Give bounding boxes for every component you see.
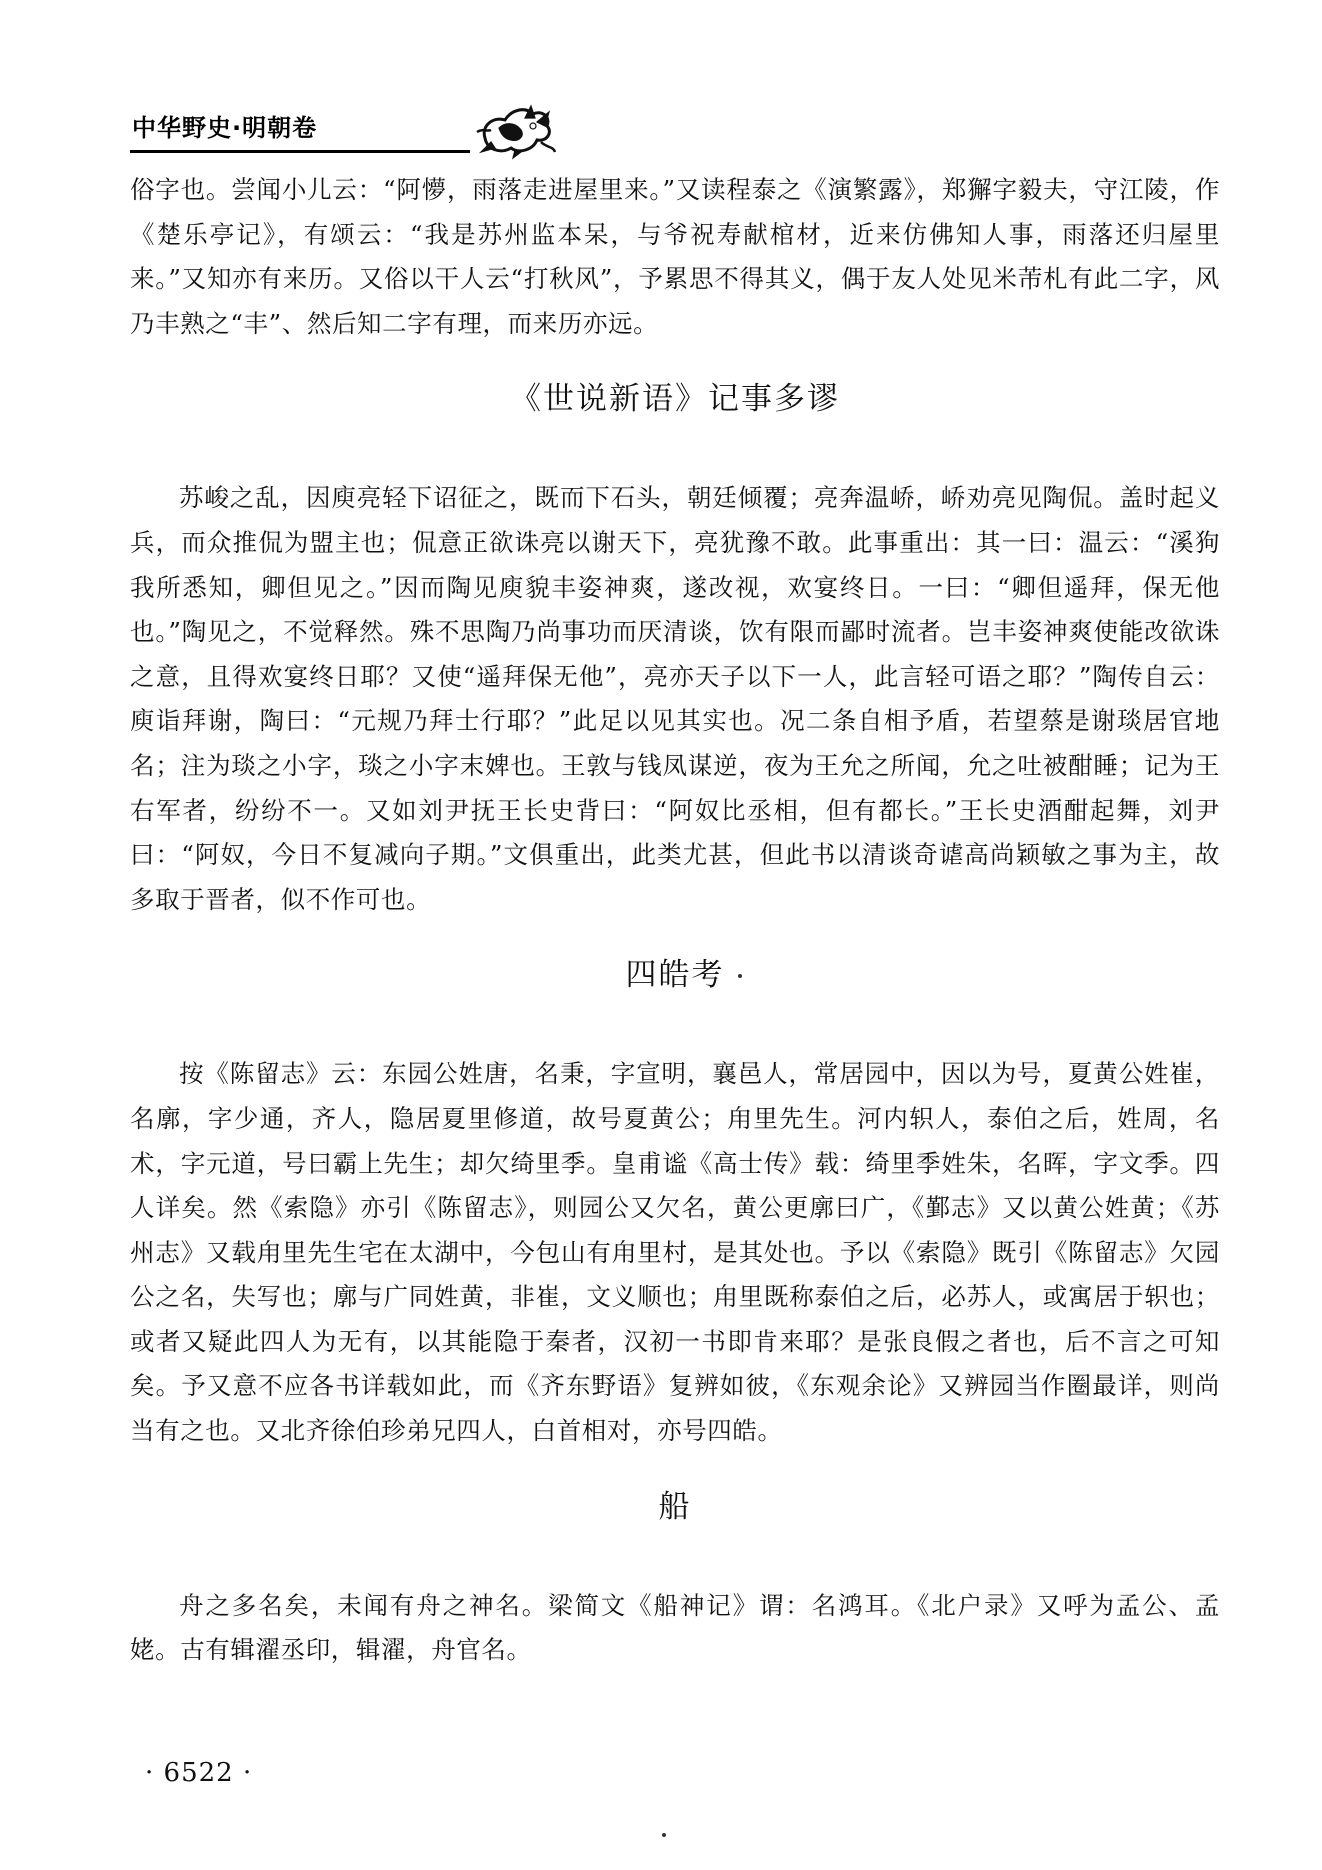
section-paragraph-chuan: 舟之多名矣，未闻有舟之神名。梁简文《船神记》谓：名鸿耳。《北户录》又呼为孟公、孟姥。古有辑濯丞印，辑濯，舟官名。 <box>130 1590 1220 1665</box>
scan-speck <box>662 1833 666 1837</box>
dragon-logo-icon <box>475 92 557 160</box>
section-title-shishuo: 《世说新语》记事多谬 <box>510 381 840 418</box>
section-paragraph-sihao: 按《陈留志》云：东园公姓唐，名秉，字宣明，襄邑人，常居园中，因以为号，夏黄公姓崔，名廓，字少通，齐人，隐居夏里修道，故号夏黄公；甪里先生。河内轵人，泰伯之后，姓周，名术，字元道，号曰霸上先生；却欠绮里季。皇甫谧《高士传》载：绮里季姓朱，名晖，字文季。四人详矣。然《索隐》亦引《陈留志》，则园公又欠名，黄公更廓曰广，《鄞志》又以黄公姓黄；《苏州志》又载甪里先生宅在太湖中，今包山有甪里村，是其处也。予以《索隐》既引《陈留志》欠园公之名，失写也；廓与广同姓黄，非崔，文义顺也；甪里既称泰伯之后，必苏人，或寓居于轵也；或者又疑此四人为无有，以其能隐于秦者，汉初一书即肯来耶？是张良假之者也，后不言之可知矣。予又意不应各书详载如此，而《齐东野语》复辨如彼，《东观余论》又辨园当作圈最详，则尚当有之也。又北齐徐伯珍弟兄四人，白首相对，亦号四皓。 <box>130 1059 1220 1446</box>
header-rule <box>130 150 470 153</box>
page-header <box>130 92 560 162</box>
book-title: 中华野史·明朝卷 <box>132 114 318 142</box>
page-number: · 6522 · <box>145 1758 253 1788</box>
intro-paragraph: 俗字也。尝闻小儿云：“阿懜，雨落走进屋里来。”又读程泰之《演繁露》，郑獬字毅夫，守江陵，作《楚乐亭记》，有颂云：“我是苏州监本呆，与爷祝寿献棺材，近来仿佛知人事，雨落还归屋里来。”又知亦有来历。又俗以干人云“打秋风”，予累思不得其义，偶于友人处见米芾札有此二字，风乃丰熟之“丰”、然后知二字有理，而来历亦远。 <box>130 175 1220 338</box>
section-title-sihao: 四皓考 <box>625 957 725 994</box>
section-title-chuan: 船 <box>658 1488 692 1525</box>
section-paragraph-shishuo: 苏峻之乱，因庾亮轻下诏征之，既而下石头，朝廷倾覆；亮奔温峤，峤劝亮见陶侃。盖时起义兵，而众推侃为盟主也；侃意正欲诛亮以谢天下，亮犹豫不敢。此事重出：其一曰：温云：“溪狗我所悉知，卿但见之。”因而陶见庾貌丰姿神爽，遂改视，欢宴终日。一曰：“卿但遥拜，保无他也。”陶见之，不觉释然。殊不思陶乃尚事功而厌清谈，饮有限而鄙时流者。岂丰姿神爽使能改欲诛之意，且得欢宴终日耶？又使“遥拜保无他”，亮亦天子以下一人，此言轻可语之耶？”陶传自云：庾诣拜谢，陶曰：“元规乃拜士行耶？”此足以见其实也。况二条自相予盾，若望蔡是谢琰居官地名；注为琰之小字，琰之小字末婢也。王敦与钱凤谋逆，夜为王允之所闻，允之吐被酣睡；记为王右军者，纷纷不一。又如刘尹抚王长史背曰：“阿奴比丞相，但有都长。”王长史酒酣起舞，刘尹曰：“阿奴，今日不复减向子期。”文俱重出，此类尤甚，但此书以清谈奇谑高尚颖敏之事为主，故多取于晋者，似不作可也。 <box>130 483 1220 914</box>
page-content <box>130 168 1220 1673</box>
scan-speck <box>738 974 742 978</box>
